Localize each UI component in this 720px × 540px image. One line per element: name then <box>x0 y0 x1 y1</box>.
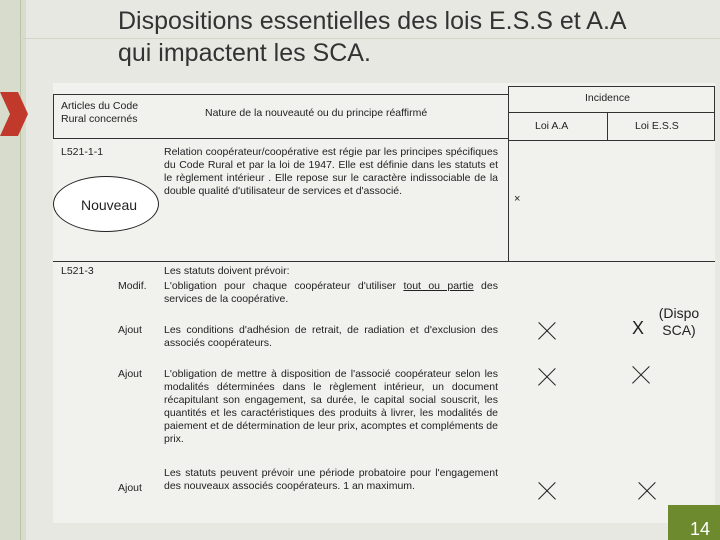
header-nature-label: Nature de la nouveauté ou du principe réaffirmé <box>205 107 428 119</box>
item1-text-after: des services de la coopérative. <box>164 280 498 305</box>
row2-article: L521-3 <box>61 265 94 277</box>
row2-intro: Les statuts doivent prévoir: <box>164 265 290 277</box>
item1-type: Modif. <box>118 280 147 292</box>
header-incidence-label: Incidence <box>585 92 630 104</box>
left-decorative-strip <box>0 0 26 540</box>
item3-loi-ess-cross-icon <box>631 365 651 385</box>
row1-article: L521-1-1 <box>61 146 104 158</box>
item1-text <box>164 280 498 306</box>
item4-loi-ess-cross-icon <box>637 481 657 501</box>
column-divider <box>508 141 509 261</box>
title-line-2: qui impactent les SCA. <box>118 39 371 67</box>
item1-text-underlined: tout ou partie <box>403 280 474 292</box>
row-divider <box>53 261 715 262</box>
title-line-1: Dispositions essentielles des lois E.S.S et A.A <box>118 7 627 35</box>
page-number: 14 <box>690 519 711 539</box>
nouveau-badge-label: Nouveau <box>81 197 138 213</box>
item3-type: Ajout <box>118 368 142 380</box>
row1-loi-aa-mark: × <box>514 193 521 205</box>
arrow-icon <box>0 92 28 136</box>
item2-text: Les conditions d'adhésion de retrait, de radiation et d'exclusion des associés coopérateurs. <box>164 324 498 349</box>
item3-loi-aa-cross-icon <box>537 367 557 387</box>
item4-loi-aa-cross-icon <box>537 481 557 501</box>
incidence-table <box>53 83 715 523</box>
item4-text: Les statuts peuvent prévoir une période probatoire pour l'engagement des nouveaux associés coopérateurs. 1 an maximum. <box>164 467 498 492</box>
item2-type: Ajout <box>118 324 142 336</box>
item2-loi-ess-mark: X <box>632 318 645 338</box>
item1-text-before: L'obligation pour chaque coopérateur d'utiliser <box>164 280 404 292</box>
item2-loi-aa-cross-icon <box>537 321 557 341</box>
page-title <box>118 5 718 69</box>
header-loi-ess-label: Loi E.S.S <box>635 120 679 132</box>
header-loi-aa-label: Loi A.A <box>535 120 569 132</box>
item2-loi-ess-note: (Dispo SCA) <box>658 305 700 338</box>
left-rule <box>20 0 21 540</box>
header-articles-label: Articles du Code Rural concernés <box>61 100 139 125</box>
row1-text: Relation coopérateur/coopérative est régie par les principes spécifiques du Code Rural et par la loi de 1947. Elle est définie dans les statuts et le règlement intérieur . Elle repose sur le caractère indissociable de la double qualité d'utilisateur de services et d'associé. <box>164 146 498 197</box>
item4-type: Ajout <box>118 482 142 494</box>
item3-text: L'obligation de mettre à disposition de l'associé coopérateur selon les modalités déterminées dans le règlement intérieur, un document récapitulant son engagement, sa durée, le capital social souscrit, les quantités et les caractéristiques des produits à livrer, les modalités de paiement et de détermination de leur prix, acomptes et compléments de prix. <box>164 368 498 445</box>
